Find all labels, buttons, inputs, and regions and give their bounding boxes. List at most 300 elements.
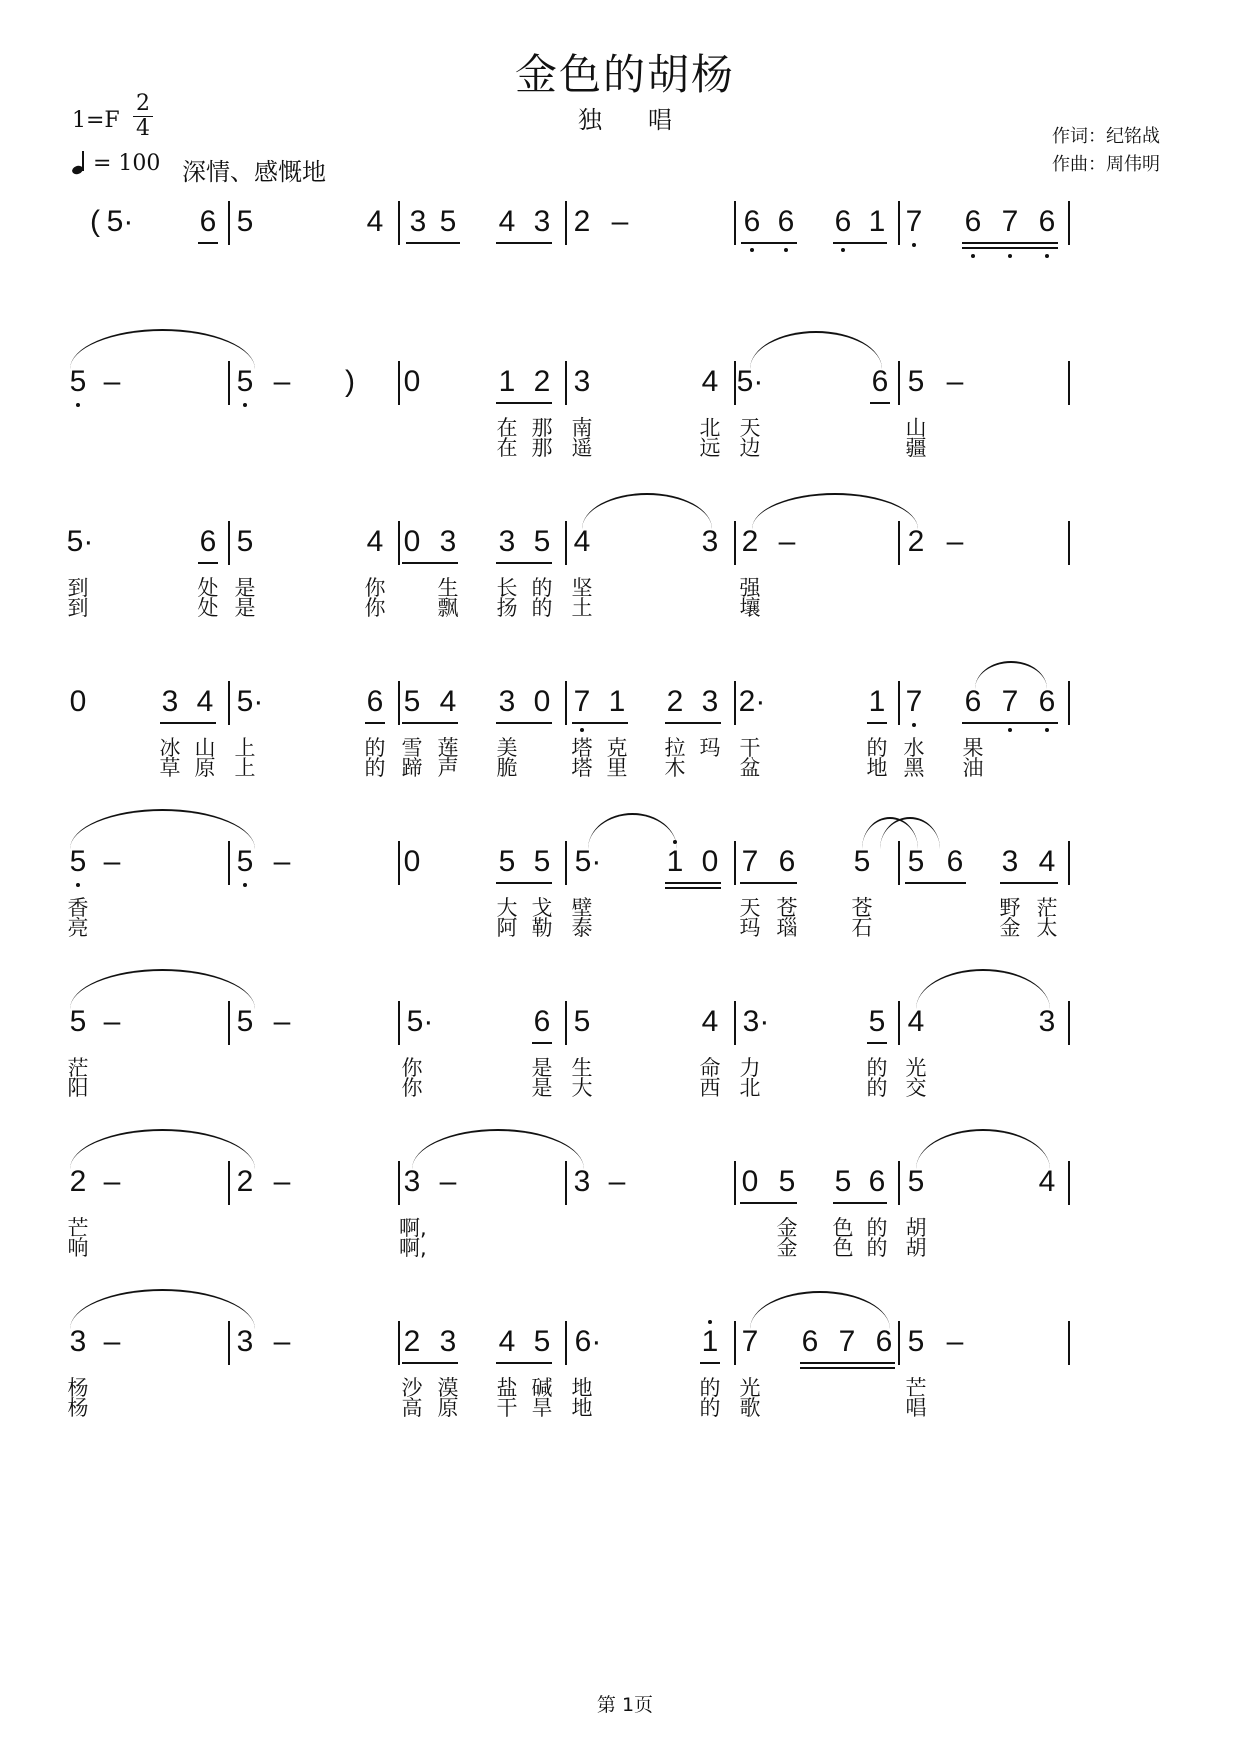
lyric-verse-1: 上 (234, 736, 256, 760)
note: 2 (403, 1325, 421, 1358)
lyric-verse-1: 芒 (905, 1376, 927, 1400)
note: 3 (1001, 845, 1019, 878)
bar-line (1068, 521, 1070, 565)
slur-arc (916, 969, 1050, 1009)
bar-line (228, 361, 230, 405)
lyric-verse-1: 雪 (401, 736, 423, 760)
lyricist-credit: 作词：纪铭战 (1052, 126, 1160, 147)
beam-line (572, 722, 628, 724)
note: – (608, 1165, 626, 1198)
note: 4 (196, 685, 214, 718)
lyric-verse-1: 是 (531, 1056, 553, 1080)
note: 5· (736, 365, 764, 398)
lyric-verse-2: 的 (866, 1076, 888, 1100)
note: 3 (1038, 1005, 1056, 1038)
beam-line (905, 882, 966, 884)
expression-marking: 深情、感慨地 (182, 158, 326, 186)
note: 6 (964, 205, 982, 238)
beam-line (402, 562, 458, 564)
lyric-verse-2: 瑙 (776, 916, 798, 940)
lyric-verse-1: 处 (197, 576, 219, 600)
bar-line (565, 521, 567, 565)
lyric-verse-2: 你 (401, 1076, 423, 1100)
note: 5 (236, 365, 254, 398)
bar-line (1068, 681, 1070, 725)
lyric-verse-2: 的 (699, 1396, 721, 1420)
lyric-verse-1: 沙 (401, 1376, 423, 1400)
bar-line (734, 681, 736, 725)
lyric-verse-2: 那 (531, 436, 553, 460)
note: 6 (946, 845, 964, 878)
note: 4 (366, 205, 384, 238)
note: 5 (236, 205, 254, 238)
low-octave-dot (1045, 254, 1049, 258)
note: 6 (199, 205, 217, 238)
lyric-verse-1: 碱 (531, 1376, 553, 1400)
note: 5 (533, 525, 551, 558)
note: 5· (106, 205, 134, 238)
score-line (0, 365, 1250, 485)
low-octave-dot (971, 254, 975, 258)
slur-arc (750, 1291, 890, 1329)
low-octave-dot (580, 728, 584, 732)
lyric-verse-1: 在 (496, 416, 518, 440)
note: 7 (741, 1325, 759, 1358)
slur-arc (752, 493, 918, 529)
lyric-verse-1: 山 (194, 736, 216, 760)
lyric-verse-2: 是 (531, 1076, 553, 1100)
beam-line (962, 722, 1058, 724)
lyric-verse-1: 你 (364, 576, 386, 600)
beam-line (741, 242, 797, 244)
note: 5 (853, 845, 871, 878)
note: 5 (403, 685, 421, 718)
lyric-verse-1: 光 (739, 1376, 761, 1400)
low-octave-dot (1045, 728, 1049, 732)
note: 3· (742, 1005, 770, 1038)
lyric-verse-1: 生 (437, 576, 459, 600)
lyric-verse-2: 蹄 (401, 756, 423, 780)
bar-line (565, 1161, 567, 1205)
lyric-verse-2: 金 (776, 1236, 798, 1260)
note: – (273, 1165, 291, 1198)
bar-line (565, 201, 567, 245)
lyric-verse-1: 茫 (1036, 896, 1058, 920)
note: 0 (533, 685, 551, 718)
note: 7 (573, 685, 591, 718)
lyric-verse-2: 地 (866, 756, 888, 780)
lyric-verse-1: 克 (606, 736, 628, 760)
note: 3 (409, 205, 427, 238)
lyric-verse-2: 是 (234, 596, 256, 620)
lyric-verse-1: 色 (832, 1216, 854, 1240)
lyric-verse-2: 扬 (496, 596, 518, 620)
bar-line (898, 361, 900, 405)
note: 5 (533, 1325, 551, 1358)
bar-line (398, 681, 400, 725)
bar-line (398, 521, 400, 565)
quarter-note-icon (72, 150, 86, 174)
lyric-verse-1: 的 (866, 1216, 888, 1240)
tempo-marking (72, 150, 160, 176)
bar-line (228, 1161, 230, 1205)
note: 0 (69, 685, 87, 718)
lyric-verse-2: 胡 (905, 1236, 927, 1260)
lyric-verse-1: 生 (571, 1056, 593, 1080)
score-line (0, 525, 1250, 645)
note: 7 (905, 685, 923, 718)
note: 3 (573, 1165, 591, 1198)
note: 5 (498, 845, 516, 878)
lyric-verse-2: 高 (401, 1396, 423, 1420)
note: 5 (439, 205, 457, 238)
beam-line (962, 242, 1058, 244)
lyric-verse-1: 啊, (399, 1216, 427, 1240)
note: 0 (403, 365, 421, 398)
beam-line (665, 882, 721, 884)
lyric-verse-1: 的 (364, 736, 386, 760)
lyric-verse-2: 脆 (496, 756, 518, 780)
lyric-verse-1: 茫 (67, 1056, 89, 1080)
lyric-verse-2: 西 (699, 1076, 721, 1100)
note: 2 (533, 365, 551, 398)
slur-arc (750, 331, 882, 369)
bar-line (734, 201, 736, 245)
lyric-verse-2: 玛 (739, 916, 761, 940)
note: 4 (439, 685, 457, 718)
lyric-verse-2: 大 (571, 1076, 593, 1100)
high-octave-dot (708, 1320, 712, 1324)
note: 7 (741, 845, 759, 878)
bar-line (898, 1001, 900, 1045)
lyric-verse-2: 石 (851, 916, 873, 940)
lyric-verse-1: 长 (496, 576, 518, 600)
note: 5 (907, 845, 925, 878)
note: 3 (701, 685, 719, 718)
lyric-verse-1: 南 (571, 416, 593, 440)
note: 1 (498, 365, 516, 398)
bar-line (898, 841, 900, 885)
note: – (103, 365, 121, 398)
beam-line (800, 1362, 895, 1364)
lyric-verse-2: 阳 (67, 1076, 89, 1100)
note: – (103, 1325, 121, 1358)
page-number: 第 1页 (596, 1694, 654, 1716)
lyric-verse-1: 塔 (571, 736, 593, 760)
key-signature: 1=F (72, 108, 120, 133)
note: 2 (236, 1165, 254, 1198)
note: 5· (406, 1005, 434, 1038)
lyric-verse-1: 冰 (159, 736, 181, 760)
note: 4 (1038, 845, 1056, 878)
note: – (273, 1325, 291, 1358)
low-octave-dot (243, 883, 247, 887)
beam-line (496, 1362, 552, 1364)
lyric-verse-1: 果 (962, 736, 984, 760)
note: 1 (666, 845, 684, 878)
note: 5 (907, 1325, 925, 1358)
note: 4 (907, 1005, 925, 1038)
beam-line (867, 722, 887, 724)
note: 4 (701, 365, 719, 398)
bar-line (398, 841, 400, 885)
beam-line (665, 722, 721, 724)
lyric-verse-1: 的 (531, 576, 553, 600)
slur-arc (412, 1129, 584, 1169)
note: 5 (236, 1005, 254, 1038)
bar-line (1068, 1321, 1070, 1365)
note: 5 (533, 845, 551, 878)
bar-line (734, 361, 736, 405)
bar-line (565, 841, 567, 885)
note: 2 (573, 205, 591, 238)
note: – (946, 365, 964, 398)
lyric-verse-1: 到 (67, 576, 89, 600)
bar-line (228, 1321, 230, 1365)
low-octave-dot (841, 248, 845, 252)
lyric-verse-2: 声 (437, 756, 459, 780)
lyric-verse-2: 油 (962, 756, 984, 780)
bar-line (898, 1321, 900, 1365)
note: 3 (573, 365, 591, 398)
lyric-verse-1: 光 (905, 1056, 927, 1080)
note: 3 (69, 1325, 87, 1358)
lyric-verse-1: 杨 (67, 1376, 89, 1400)
beam-line-double (665, 887, 721, 889)
lyric-verse-2: 你 (364, 596, 386, 620)
lyric-verse-2: 的 (531, 596, 553, 620)
note: 2 (741, 525, 759, 558)
note: 2 (907, 525, 925, 558)
note: 5 (907, 365, 925, 398)
bar-line (228, 681, 230, 725)
time-denominator: 4 (136, 116, 150, 141)
bar-line (565, 361, 567, 405)
note: 5 (834, 1165, 852, 1198)
lyric-verse-1: 戈 (531, 896, 553, 920)
beam-line (365, 722, 385, 724)
lyric-verse-2: 干 (496, 1396, 518, 1420)
score-line (0, 1165, 1250, 1285)
note: 5· (66, 525, 94, 558)
lyric-verse-2: 交 (905, 1076, 927, 1100)
lyric-verse-2: 木 (664, 756, 686, 780)
note: 5 (778, 1165, 796, 1198)
bar-line (1068, 361, 1070, 405)
lyric-verse-2: 远 (699, 436, 721, 460)
note: 4 (498, 1325, 516, 1358)
note: – (103, 845, 121, 878)
beam-line-double (962, 247, 1058, 249)
note: 5· (236, 685, 264, 718)
note: 0 (403, 525, 421, 558)
bar-line (398, 201, 400, 245)
note: 2 (666, 685, 684, 718)
note: – (611, 205, 629, 238)
note: 5 (907, 1165, 925, 1198)
beam-line (532, 1042, 552, 1044)
lyric-verse-1: 的 (699, 1376, 721, 1400)
note: 4 (1038, 1165, 1056, 1198)
note: 4 (573, 525, 591, 558)
lyric-verse-1: 芒 (67, 1216, 89, 1240)
bar-line (398, 1001, 400, 1045)
note: – (439, 1165, 457, 1198)
beam-line (406, 242, 460, 244)
beam-line (833, 242, 887, 244)
lyric-verse-2: 的 (866, 1236, 888, 1260)
lyric-verse-1: 强 (739, 576, 761, 600)
note: – (273, 845, 291, 878)
lyric-verse-2: 边 (739, 436, 761, 460)
beam-line-double (800, 1367, 895, 1369)
bar-line (734, 1161, 736, 1205)
score-line (0, 845, 1250, 965)
note: 0 (701, 845, 719, 878)
beam-line (198, 562, 218, 564)
beam-line (496, 402, 552, 404)
note: 5 (236, 845, 254, 878)
lyric-verse-1: 拉 (664, 736, 686, 760)
note: 6 (871, 365, 889, 398)
lyric-verse-1: 水 (903, 736, 925, 760)
beam-line (496, 722, 552, 724)
lyric-verse-1: 坚 (571, 576, 593, 600)
note: 6 (868, 1165, 886, 1198)
note: 6 (801, 1325, 819, 1358)
lyric-verse-1: 那 (531, 416, 553, 440)
lyric-verse-2: 疆 (905, 436, 927, 460)
bar-line (565, 1321, 567, 1365)
note: 5 (868, 1005, 886, 1038)
note: 5 (69, 845, 87, 878)
note: – (103, 1005, 121, 1038)
note: 3 (236, 1325, 254, 1358)
time-signature (130, 92, 156, 141)
beam-line (870, 402, 890, 404)
lyric-verse-2: 的 (364, 756, 386, 780)
note: 6 (875, 1325, 893, 1358)
lyric-verse-2: 飘 (437, 596, 459, 620)
bar-line (734, 1001, 736, 1045)
bar-line (565, 1001, 567, 1045)
lyric-verse-1: 北 (699, 416, 721, 440)
note: 0 (741, 1165, 759, 1198)
note: 0 (403, 845, 421, 878)
low-octave-dot (912, 723, 916, 727)
bar-line (1068, 201, 1070, 245)
lyric-verse-2: 太 (1036, 916, 1058, 940)
beam-line (198, 242, 218, 244)
low-octave-dot (1008, 254, 1012, 258)
lyric-verse-2: 杨 (67, 1396, 89, 1420)
lyric-verse-1: 力 (739, 1056, 761, 1080)
bar-line (228, 841, 230, 885)
bar-line (565, 681, 567, 725)
lyric-verse-2: 原 (194, 756, 216, 780)
low-octave-dot (1008, 728, 1012, 732)
bar-line (734, 841, 736, 885)
bar-line (898, 201, 900, 245)
low-octave-dot (243, 403, 247, 407)
lyric-verse-2: 盆 (739, 756, 761, 780)
bar-line (734, 1321, 736, 1365)
lyric-verse-1: 玛 (699, 736, 721, 760)
lyric-verse-1: 大 (496, 896, 518, 920)
lyric-verse-1: 命 (699, 1056, 721, 1080)
note: 3 (533, 205, 551, 238)
bar-line (898, 1161, 900, 1205)
lyric-verse-1: 胡 (905, 1216, 927, 1240)
lyric-verse-1: 地 (571, 1376, 593, 1400)
lyric-verse-2: 响 (67, 1236, 89, 1260)
beam-line (496, 242, 552, 244)
note: 6 (199, 525, 217, 558)
bar-line (228, 521, 230, 565)
lyric-verse-2: 壤 (739, 596, 761, 620)
note: – (103, 1165, 121, 1198)
note: 6 (777, 205, 795, 238)
lyric-verse-2: 草 (159, 756, 181, 780)
note: 4 (701, 1005, 719, 1038)
lyric-verse-1: 苍 (776, 896, 798, 920)
bar-line (398, 1321, 400, 1365)
score-line (0, 685, 1250, 805)
note: 3 (498, 525, 516, 558)
note: 5· (574, 845, 602, 878)
low-octave-dot (912, 243, 916, 247)
low-octave-dot (784, 248, 788, 252)
note: 2· (738, 685, 766, 718)
beam-line (867, 1042, 887, 1044)
note: 3 (439, 525, 457, 558)
note: 6 (834, 205, 852, 238)
lyric-verse-2: 勒 (531, 916, 553, 940)
note: 5 (69, 365, 87, 398)
note: ) (345, 365, 355, 398)
lyric-verse-1: 香 (67, 896, 89, 920)
tempo-value: = 100 (93, 151, 161, 176)
note: 6 (533, 1005, 551, 1038)
lyric-verse-2: 在 (496, 436, 518, 460)
note: 6 (743, 205, 761, 238)
lyric-verse-2: 原 (437, 1396, 459, 1420)
note: 5 (69, 1005, 87, 1038)
bar-line (228, 1001, 230, 1045)
lyric-verse-1: 美 (496, 736, 518, 760)
lyric-verse-2: 土 (571, 596, 593, 620)
note: 7 (1001, 685, 1019, 718)
note: 6· (574, 1325, 602, 1358)
note: 6 (964, 685, 982, 718)
bar-line (898, 521, 900, 565)
lyric-verse-2: 黑 (903, 756, 925, 780)
note: 2 (69, 1165, 87, 1198)
note: 5 (573, 1005, 591, 1038)
beam-line (740, 882, 797, 884)
score-line (0, 1325, 1250, 1445)
note: 6 (1038, 685, 1056, 718)
beam-line (1000, 882, 1058, 884)
lyric-verse-2: 歌 (739, 1396, 761, 1420)
note: – (778, 525, 796, 558)
note: 6 (778, 845, 796, 878)
note: 6 (366, 685, 384, 718)
beam-line (402, 722, 458, 724)
time-numerator: 2 (136, 91, 150, 116)
beam-line (740, 1202, 797, 1204)
note: 1 (701, 1325, 719, 1358)
